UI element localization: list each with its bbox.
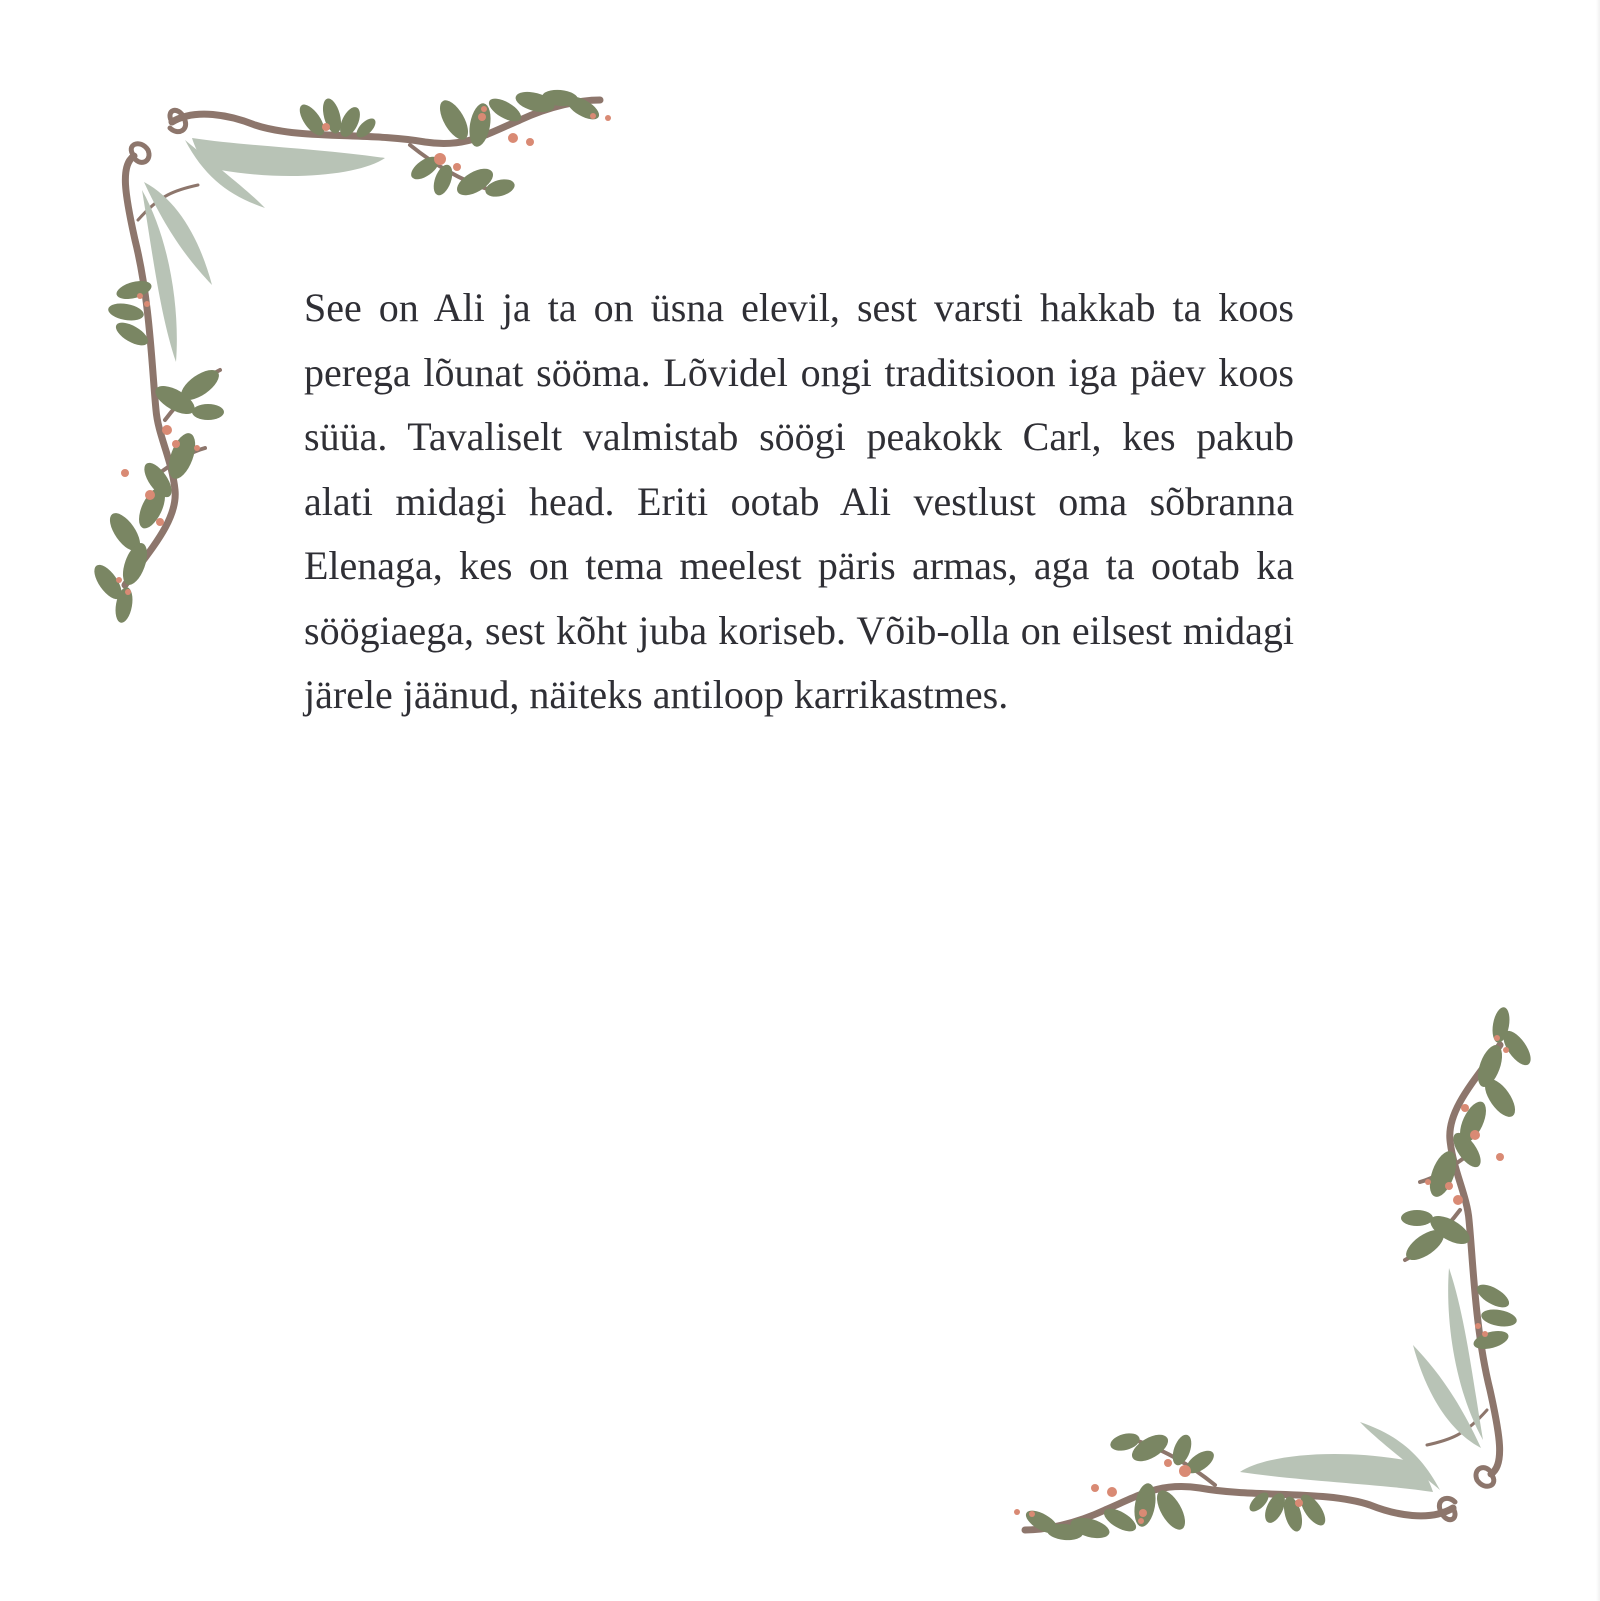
story-paragraph: See on Ali ja ta on üsna elevil, sest varsti hakkab ta koos perega lõunat sööma. Lõvidel ongi traditsioon iga päev koos süüa. Tavaliselt valmistab söögi peakokk Carl, kes pakub alati midagi head. Eriti ootab Ali vestlust oma sõbranna Elenaga, kes on tema meelest päris armas, aga ta ootab ka söögiaega, sest kõht juba koriseb. Võib-olla on eilsest midagi järele jäänud, näiteks antiloop karrikastmes. — [304, 285, 1294, 717]
branch-stem — [1025, 1045, 1500, 1530]
page-edge — [1596, 0, 1600, 1601]
berries — [1014, 1035, 1509, 1524]
light-leaves — [1240, 1268, 1483, 1492]
bottom-right-leaf-ornament — [985, 1000, 1545, 1560]
